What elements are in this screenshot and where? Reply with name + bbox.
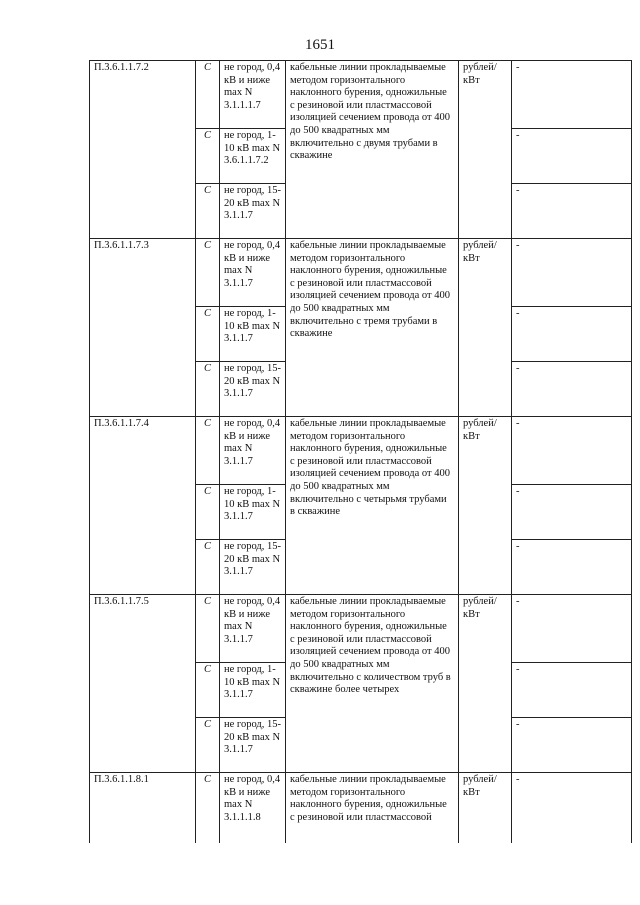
category-cell: С — [196, 663, 220, 718]
category-cell: С — [196, 595, 220, 663]
category-cell: С — [196, 239, 220, 307]
table-row — [90, 417, 632, 485]
unit-cell: рублей/ кВт — [459, 239, 512, 417]
condition-cell: не город, 1-10 кВ max N 3.1.1.7 — [220, 307, 286, 362]
category-cell: С — [196, 718, 220, 773]
value-cell: - — [512, 129, 632, 184]
condition-cell: не город, 15-20 кВ max N 3.1.1.7 — [220, 718, 286, 773]
category-cell: С — [196, 307, 220, 362]
table-row — [90, 61, 632, 129]
condition-cell: не город, 1-10 кВ max N 3.6.1.1.7.2 — [220, 129, 286, 184]
value-cell: - — [512, 773, 632, 843]
category-cell: С — [196, 485, 220, 540]
condition-cell: не город, 0,4 кВ и ниже max N 3.1.1.1.7 — [220, 61, 286, 129]
table-row — [90, 239, 632, 307]
category-cell: С — [196, 184, 220, 239]
value-cell: - — [512, 362, 632, 417]
condition-cell: не город, 0,4 кВ и ниже max N 3.1.1.7 — [220, 417, 286, 485]
condition-cell: не город, 15-20 кВ max N 3.1.1.7 — [220, 362, 286, 417]
condition-cell: не город, 1-10 кВ max N 3.1.1.7 — [220, 663, 286, 718]
page-number: 1651 — [305, 37, 335, 53]
category-cell: С — [196, 61, 220, 129]
description-cell: кабельные линии прокладываемые методом горизонтального наклонного бурения, одножильные с резиновой или пластмассовой изоляцией сечением провода от 400 до 500 квадратных мм включительно с двумя трубами в скважине — [286, 61, 459, 239]
value-cell: - — [512, 540, 632, 595]
unit-cell: рублей/ кВт — [459, 61, 512, 239]
value-cell: - — [512, 417, 632, 485]
value-cell: - — [512, 184, 632, 239]
category-cell: С — [196, 773, 220, 843]
condition-cell: не город, 0,4 кВ и ниже max N 3.1.1.1.8 — [220, 773, 286, 843]
item-code: П.3.6.1.1.8.1 — [90, 773, 196, 843]
condition-cell: не город, 15-20 кВ max N 3.1.1.7 — [220, 184, 286, 239]
condition-cell: не город, 0,4 кВ и ниже max N 3.1.1.7 — [220, 595, 286, 663]
condition-cell: не город, 1-10 кВ max N 3.1.1.7 — [220, 485, 286, 540]
item-code: П.3.6.1.1.7.4 — [90, 417, 196, 595]
table-row — [90, 595, 632, 663]
item-code: П.3.6.1.1.7.2 — [90, 61, 196, 239]
category-cell: С — [196, 129, 220, 184]
category-cell: С — [196, 417, 220, 485]
category-cell: С — [196, 540, 220, 595]
item-code: П.3.6.1.1.7.5 — [90, 595, 196, 773]
description-cell: кабельные линии прокладываемые методом горизонтального наклонного бурения, одножильные с резиновой или пластмассовой изоляцией сечением провода от 400 до 500 квадратных мм включительно с количеством труб в скважине более четырех — [286, 595, 459, 773]
table-row — [90, 773, 632, 843]
value-cell: - — [512, 663, 632, 718]
description-cell: кабельные линии прокладываемые методом горизонтального наклонного бурения, одножильные с резиновой или пластмассовой изоляцией сечением провода от 400 до 500 квадратных мм включительно с четырьмя трубами в скважине — [286, 417, 459, 595]
tariff-table — [89, 60, 632, 843]
value-cell: - — [512, 718, 632, 773]
value-cell: - — [512, 307, 632, 362]
unit-cell: рублей/ кВт — [459, 773, 512, 843]
value-cell: - — [512, 239, 632, 307]
unit-cell: рублей/ кВт — [459, 417, 512, 595]
unit-cell: рублей/ кВт — [459, 595, 512, 773]
value-cell: - — [512, 61, 632, 129]
condition-cell: не город, 0,4 кВ и ниже max N 3.1.1.7 — [220, 239, 286, 307]
value-cell: - — [512, 595, 632, 663]
item-code: П.3.6.1.1.7.3 — [90, 239, 196, 417]
category-cell: С — [196, 362, 220, 417]
description-cell: кабельные линии прокладываемые методом горизонтального наклонного бурения, одножильные с резиновой или пластмассовой изоляцией сечением провода от 400 до 500 квадратных мм включительно с тремя трубами в скважине — [286, 239, 459, 417]
description-cell: кабельные линии прокладываемые методом горизонтального наклонного бурения, одножильные с резиновой или пластмассовой — [286, 773, 459, 843]
value-cell: - — [512, 485, 632, 540]
condition-cell: не город, 15-20 кВ max N 3.1.1.7 — [220, 540, 286, 595]
